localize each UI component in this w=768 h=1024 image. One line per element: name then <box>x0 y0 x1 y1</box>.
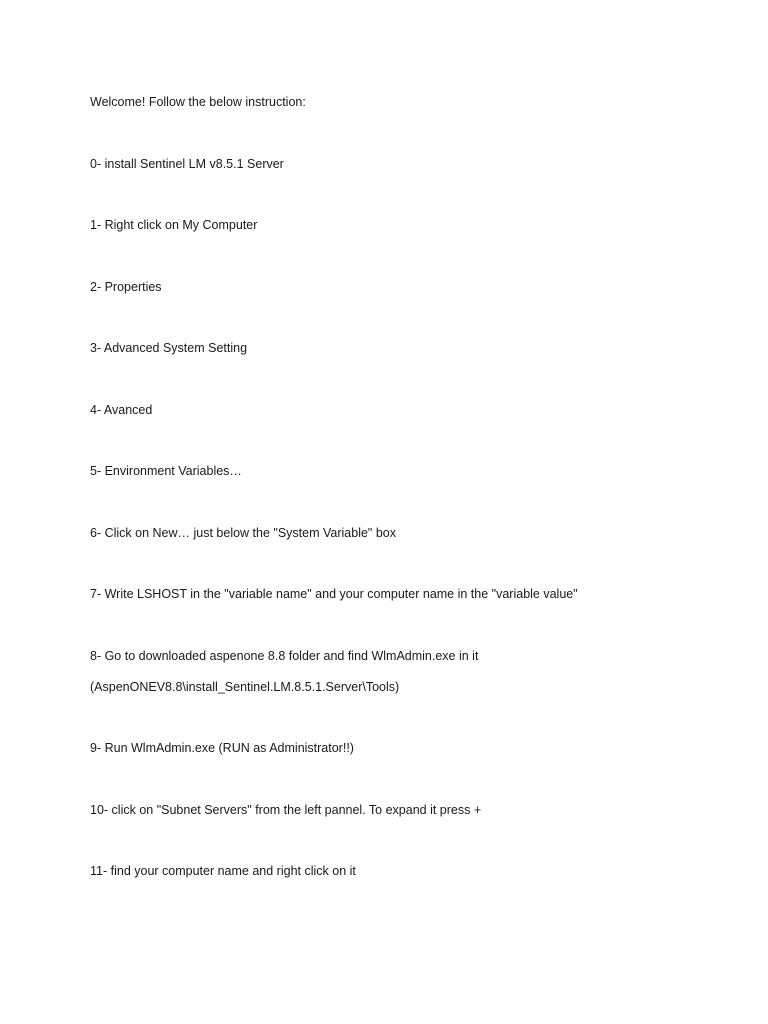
step-6: 6- Click on New… just below the "System Variable" box <box>90 526 396 540</box>
step-8-path: (AspenONEV8.8\install_Sentinel.LM.8.5.1.Server\Tools) <box>90 680 400 694</box>
step-11: 11- find your computer name and right click on it <box>90 864 356 878</box>
step-3: 3- Advanced System Setting <box>90 341 248 355</box>
step-7: 7- Write LSHOST in the "variable name" and your computer name in the "variable value" <box>90 587 578 601</box>
step-4: 4- Avanced <box>90 403 153 417</box>
step-8: 8- Go to downloaded aspenone 8.8 folder and find WlmAdmin.exe in it <box>90 649 479 663</box>
step-9: 9- Run WlmAdmin.exe (RUN as Administrator!!) <box>90 741 354 755</box>
intro-text: Welcome! Follow the below instruction: <box>90 95 306 109</box>
step-2: 2- Properties <box>90 280 162 294</box>
step-5: 5- Environment Variables… <box>90 464 242 478</box>
step-0: 0- install Sentinel LM v8.5.1 Server <box>90 157 284 171</box>
step-1: 1- Right click on My Computer <box>90 218 258 232</box>
step-10: 10- click on "Subnet Servers" from the left pannel. To expand it press + <box>90 803 482 817</box>
